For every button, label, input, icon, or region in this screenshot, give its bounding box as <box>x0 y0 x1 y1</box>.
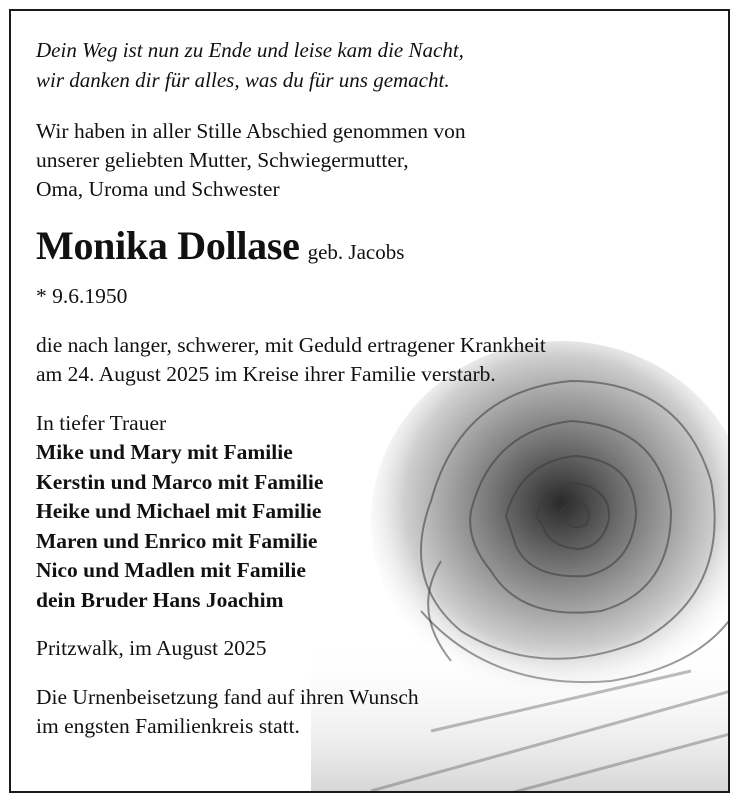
mourner: Maren und Enrico mit Familie <box>36 528 318 553</box>
burial-notice <box>36 683 708 741</box>
poem-line: wir danken dir für alles, was du für uns gemacht. <box>36 68 450 92</box>
deceased-name-line <box>36 224 708 277</box>
mourner: dein Bruder Hans Joachim <box>36 587 284 612</box>
intro-line: Wir haben in aller Stille Abschied genommen von <box>36 119 466 143</box>
intro-line: Oma, Uroma und Schwester <box>36 177 280 201</box>
mourner: Kerstin und Marco mit Familie <box>36 469 324 494</box>
burial-line: Die Urnenbeisetzung fand auf ihren Wunsch <box>36 685 419 709</box>
obituary-content <box>36 35 708 741</box>
obituary-frame <box>9 9 730 793</box>
death-notice-line: am 24. August 2025 im Kreise ihrer Familie verstarb. <box>36 362 496 386</box>
burial-line: im engsten Familienkreis statt. <box>36 714 300 738</box>
mourning-heading: In tiefer Trauer <box>36 411 167 435</box>
death-notice <box>36 331 708 389</box>
mourner: Nico und Madlen mit Familie <box>36 558 306 582</box>
mourner: Heike und Michael mit Familie <box>36 499 322 523</box>
maiden-name: geb. Jacobs <box>307 240 405 264</box>
mourners-list <box>36 438 708 615</box>
mourner: Mike und Mary mit Familie <box>36 440 293 464</box>
poem <box>36 35 708 95</box>
poem-line: Dein Weg ist nun zu Ende und leise kam die Nacht, <box>36 38 464 62</box>
place-date: Pritzwalk, im August 2025 <box>36 636 267 660</box>
death-notice-line: die nach langer, schwerer, mit Geduld ertragener Krankheit <box>36 333 546 357</box>
intro-line: unserer geliebten Mutter, Schwiegermutter, <box>36 148 409 172</box>
birth-date: * 9.6.1950 <box>36 284 128 308</box>
mourning-block <box>36 409 708 615</box>
deceased-name: Monika Dollase <box>36 223 300 268</box>
intro-text <box>36 117 708 204</box>
